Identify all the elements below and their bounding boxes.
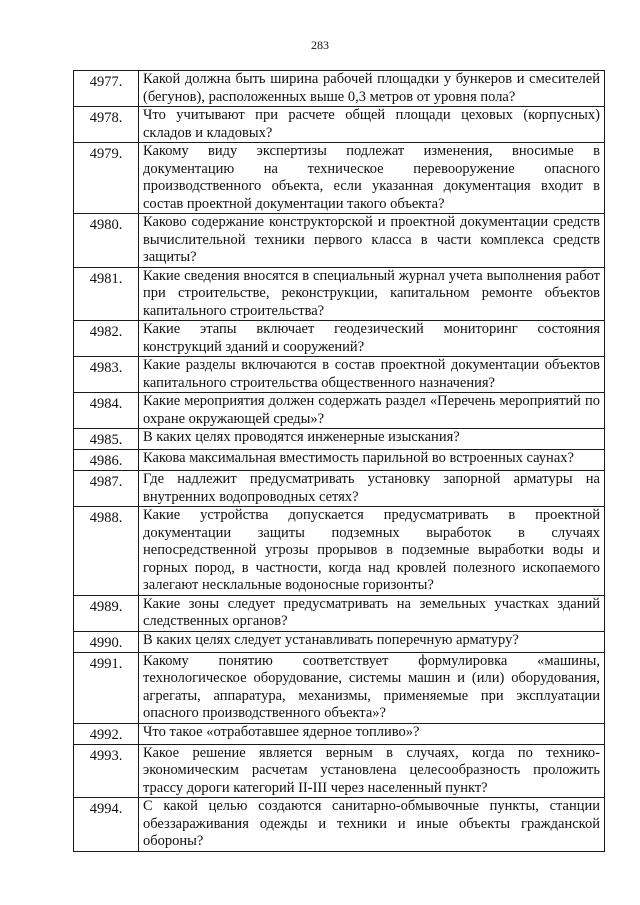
question-text: Какое решение является верным в случаях, когда по технико-экономическим расчетам установлена целесообразность проложить трассу дороги категорий II-III через населенный пункт? [139, 744, 605, 798]
question-text: В каких целях следует устанавливать поперечную арматуру? [139, 631, 605, 652]
question-number: 4986. [74, 450, 139, 471]
question-text: Какие зоны следует предусматривать на земельных участках зданий следственных органов? [139, 595, 605, 631]
questions-table [73, 70, 605, 852]
question-number: 4982. [74, 321, 139, 357]
question-number: 4987. [74, 471, 139, 507]
question-row [74, 450, 605, 471]
question-row [74, 652, 605, 723]
question-number: 4979. [74, 143, 139, 214]
question-row [74, 107, 605, 143]
question-text: Какому виду экспертизы подлежат изменения, вносимые в документацию на техническое перевооружение опасного производственного объекта, если указанная документация входит в состав проектной документации такого объекта? [139, 143, 605, 214]
question-row [74, 507, 605, 596]
question-number: 4990. [74, 631, 139, 652]
question-text: Каково содержание конструкторской и проектной документации средств вычислительной техники первого класса в части комплекса средств защиты? [139, 214, 605, 268]
question-number: 4989. [74, 595, 139, 631]
question-number: 4983. [74, 357, 139, 393]
question-row [74, 595, 605, 631]
question-text: Что учитывают при расчете общей площади цеховых (корпусных) складов и кладовых? [139, 107, 605, 143]
question-row [74, 357, 605, 393]
question-number: 4981. [74, 267, 139, 321]
question-text: Где надлежит предусматривать установку запорной арматуры на внутренних водопроводных сетях? [139, 471, 605, 507]
question-text: В каких целях проводятся инженерные изыскания? [139, 429, 605, 450]
question-row [74, 214, 605, 268]
page-number: 283 [311, 38, 329, 52]
question-row [74, 798, 605, 852]
question-number: 4992. [74, 723, 139, 744]
question-text: Какова максимальная вместимость парильной во встроенных саунах? [139, 450, 605, 471]
question-number: 4984. [74, 393, 139, 429]
question-row [74, 267, 605, 321]
questions-table-body [74, 71, 605, 852]
question-text: Какие мероприятия должен содержать раздел «Перечень мероприятий по охране окружающей среды»? [139, 393, 605, 429]
question-row [74, 471, 605, 507]
question-number: 4994. [74, 798, 139, 852]
question-number: 4977. [74, 71, 139, 107]
question-row [74, 631, 605, 652]
question-text: Что такое «отработавшее ядерное топливо»? [139, 723, 605, 744]
question-row [74, 143, 605, 214]
question-number: 4991. [74, 652, 139, 723]
question-text: Какому понятию соответствует формулировка «машины, технологическое оборудование, системы машин и (или) оборудования, агрегаты, аппаратура, механизмы, применяемые при эксплуатации опасного производственного объекта»? [139, 652, 605, 723]
question-number: 4988. [74, 507, 139, 596]
question-text: С какой целью создаются санитарно-обмывочные пункты, станции обеззараживания одежды и техники и иные объекты гражданской обороны? [139, 798, 605, 852]
question-number: 4978. [74, 107, 139, 143]
question-number: 4980. [74, 214, 139, 268]
question-text: Какие разделы включаются в состав проектной документации объектов капитального строительства общественного назначения? [139, 357, 605, 393]
question-row [74, 744, 605, 798]
question-text: Какие устройства допускается предусматривать в проектной документации защиты подземных выработок в случаях непосредственной угрозы прорывов в подземные выработки воды и горных пород, в частности, когда над кровлей полезного ископаемого залегают несклальные водоносные горизонты? [139, 507, 605, 596]
question-text: Какой должна быть ширина рабочей площадки у бункеров и смесителей (бегунов), расположенных выше 0,3 метров от уровня пола? [139, 71, 605, 107]
question-text: Какие этапы включает геодезический мониторинг состояния конструкций зданий и сооружений? [139, 321, 605, 357]
question-number: 4993. [74, 744, 139, 798]
question-row [74, 71, 605, 107]
question-row [74, 393, 605, 429]
question-row [74, 321, 605, 357]
question-row [74, 723, 605, 744]
question-text: Какие сведения вносятся в специальный журнал учета выполнения работ при строительстве, реконструкции, капитальном ремонте объектов капитального строительства? [139, 267, 605, 321]
question-number: 4985. [74, 429, 139, 450]
question-row [74, 429, 605, 450]
